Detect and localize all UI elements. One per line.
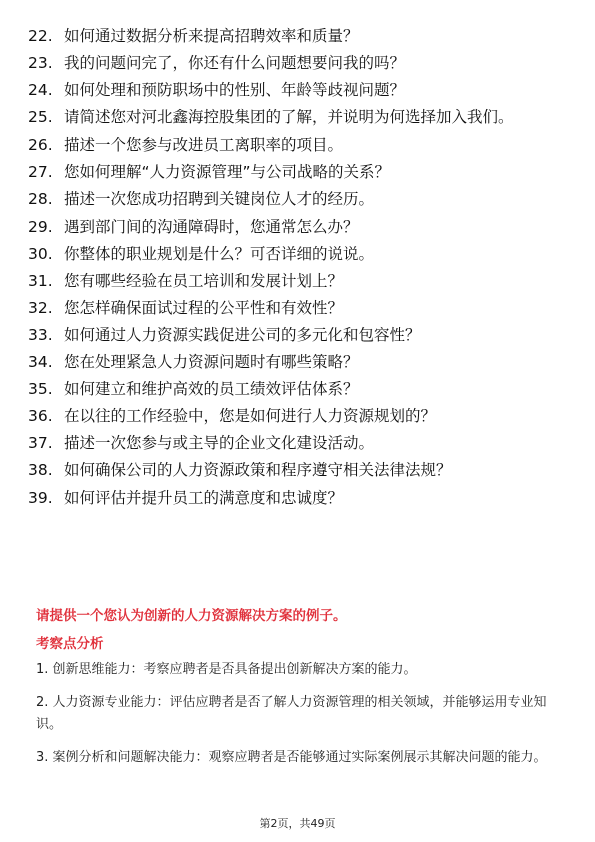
question-number: 38.: [28, 461, 53, 480]
question-text: 您如何理解“人力资源管理”与公司战略的关系？: [64, 163, 391, 182]
question-text: 描述一个您参与改进员工离职率的项目。: [64, 136, 344, 155]
analysis-item: 3. 案例分析和问题解决能力：观察应聘者是否能够通过实际案例展示其解决问题的能力。: [36, 750, 547, 765]
question-item: [28, 458, 573, 482]
question-item: [28, 215, 573, 239]
question-text: 在以往的工作经验中，您是如何进行人力资源规划的？: [64, 407, 437, 426]
question-text: 如何建立和维护高效的员工绩效评估体系？: [64, 380, 359, 399]
question-item: [28, 377, 573, 401]
analysis-item: 2. 人力资源专业能力：评估应聘者是否了解人力资源管理的相关领域，并能够运用专业知识。: [36, 695, 547, 732]
page-number-footer: 第2页，共49页: [259, 817, 336, 830]
question-number: 35.: [28, 380, 53, 399]
question-item: [28, 51, 573, 75]
question-number: 29.: [28, 217, 53, 236]
highlighted-question: 请提供一个您认为创新的人力资源解决方案的例子。: [36, 608, 347, 624]
question-item: [28, 160, 573, 184]
question-item: [28, 24, 573, 48]
question-text: 描述一次您参与或主导的企业文化建设活动。: [64, 434, 375, 453]
question-list: [28, 24, 573, 513]
question-number: 27.: [28, 163, 53, 182]
question-number: 31.: [28, 271, 53, 290]
question-item: [28, 105, 573, 129]
question-item: [28, 133, 573, 157]
question-item: [28, 350, 573, 374]
question-number: 34.: [28, 353, 53, 372]
question-text: 描述一次您成功招聘到关键岗位人才的经历。: [64, 190, 375, 209]
question-text: 您在处理紧急人力资源问题时有哪些策略？: [64, 353, 359, 372]
question-number: 26.: [28, 136, 53, 155]
question-text: 您怎样确保面试过程的公平性和有效性？: [64, 298, 344, 317]
question-number: 33.: [28, 325, 53, 344]
question-number: 39.: [28, 488, 53, 507]
question-number: 25.: [28, 108, 53, 127]
question-text: 你整体的职业规划是什么？可否详细的说说。: [64, 244, 375, 263]
question-text: 请简述您对河北鑫海控股集团的了解，并说明为何选择加入我们。: [64, 108, 514, 127]
question-text: 如何评估并提升员工的满意度和忠诚度？: [64, 488, 344, 507]
question-item: [28, 323, 573, 347]
question-number: 36.: [28, 407, 53, 426]
question-number: 28.: [28, 190, 53, 209]
analysis-item: 1. 创新思维能力：考察应聘者是否具备提出创新解决方案的能力。: [36, 662, 417, 677]
question-number: 22.: [28, 27, 53, 45]
analysis-title: 考察点分析: [36, 636, 104, 652]
question-text: 遇到部门间的沟通障碍时，您通常怎么办？: [64, 217, 359, 236]
question-number: 23.: [28, 54, 53, 73]
question-item: [28, 78, 573, 102]
question-item: [28, 486, 573, 510]
question-text: 如何通过人力资源实践促进公司的多元化和包容性？: [64, 325, 421, 344]
question-text: 如何确保公司的人力资源政策和程序遵守相关法律法规？: [64, 461, 452, 480]
question-text: 如何处理和预防职场中的性别、年龄等歧视问题？: [64, 81, 406, 100]
question-number: 37.: [28, 434, 53, 453]
analysis-list: [36, 659, 566, 780]
question-item: [28, 431, 573, 455]
question-number: 30.: [28, 244, 53, 263]
question-number: 32.: [28, 298, 53, 317]
question-item: [28, 404, 573, 428]
question-text: 我的问题问完了，你还有什么问题想要问我的吗？: [64, 54, 406, 73]
question-item: [28, 269, 573, 293]
question-number: 24.: [28, 81, 53, 100]
question-item: [28, 187, 573, 211]
question-item: [28, 242, 573, 266]
question-text: 您有哪些经验在员工培训和发展计划上？: [64, 271, 344, 290]
question-text: 如何通过数据分析来提高招聘效率和质量？: [64, 27, 359, 45]
question-item: [28, 296, 573, 320]
